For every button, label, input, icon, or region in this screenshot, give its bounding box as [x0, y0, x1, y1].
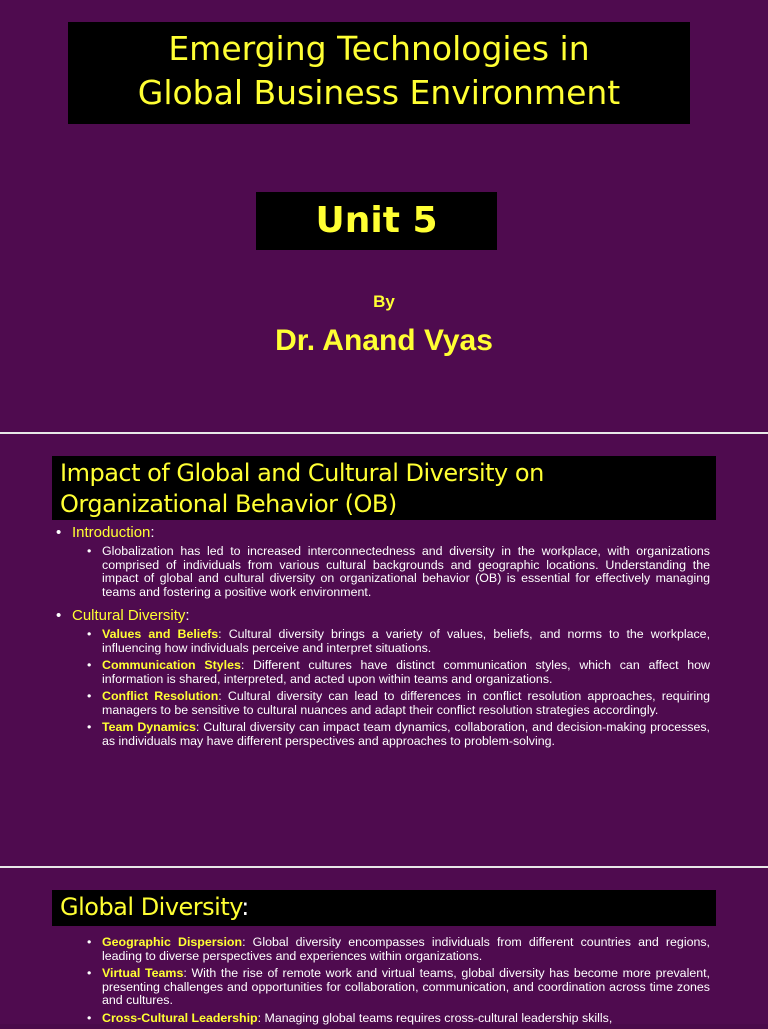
intro-heading: • Introduction:	[56, 524, 710, 541]
intro-text: • Globalization has led to increased interconnectedness and diversity in the workplace, with organizations comprised of individuals from various cultural backgrounds and geographic locations. Understanding the impact of global and cultural diversity on organizational behavior (OB) is essential for effectively managing teams and fostering a positive work environment.	[56, 545, 710, 599]
unit-label: Unit 5	[256, 192, 497, 250]
impact-slide-title	[52, 456, 716, 520]
impact-title-line-2: Organizational Behavior (OB)	[60, 490, 397, 518]
list-item: • Geographic Dispersion: Global diversity encompasses individuals from different countries and regions, leading to diverse perspectives and experiences within organizations.	[56, 936, 710, 963]
impact-title-line-1: Impact of Global and Cultural Diversity on	[60, 459, 544, 487]
by-label: By	[373, 292, 395, 311]
list-item: • Team Dynamics: Cultural diversity can impact team dynamics, collaboration, and decision-making processes, as individuals may have different perspectives and approaches to problem-solving.	[56, 721, 710, 748]
presentation-title	[68, 22, 690, 124]
global-diversity-slide	[0, 868, 768, 1024]
list-item: • Values and Beliefs: Cultural diversity brings a variety of values, beliefs, and norms to the workplace, influencing how individuals perceive and interpret situations.	[56, 628, 710, 655]
list-item: • Cross-Cultural Leadership: Managing global teams requires cross-cultural leadership skills,	[56, 1012, 710, 1026]
title-slide	[0, 0, 768, 432]
global-diversity-content	[56, 936, 710, 1029]
impact-content	[56, 524, 710, 752]
author-name: Dr. Anand Vyas	[275, 324, 493, 357]
list-item: • Communication Styles: Different cultures have distinct communication styles, which can affect how information is shared, interpreted, and acted upon within teams and organizations.	[56, 659, 710, 686]
list-item: • Conflict Resolution: Cultural diversity can lead to differences in conflict resolution approaches, requiring managers to be sensitive to cultural nuances and adapt their conflict resolution strategies accordingly.	[56, 690, 710, 717]
impact-slide	[0, 434, 768, 866]
list-item: • Virtual Teams: With the rise of remote work and virtual teams, global diversity has become more prevalent, presenting challenges and opportunities for collaboration, communication, and coordination across time zones and cultures.	[56, 967, 710, 1008]
global-diversity-title: Global Diversity:	[52, 890, 716, 926]
title-line-1: Emerging Technologies in	[168, 29, 590, 68]
title-line-2: Global Business Environment	[137, 73, 621, 112]
cultural-heading: • Cultural Diversity:	[56, 607, 710, 624]
